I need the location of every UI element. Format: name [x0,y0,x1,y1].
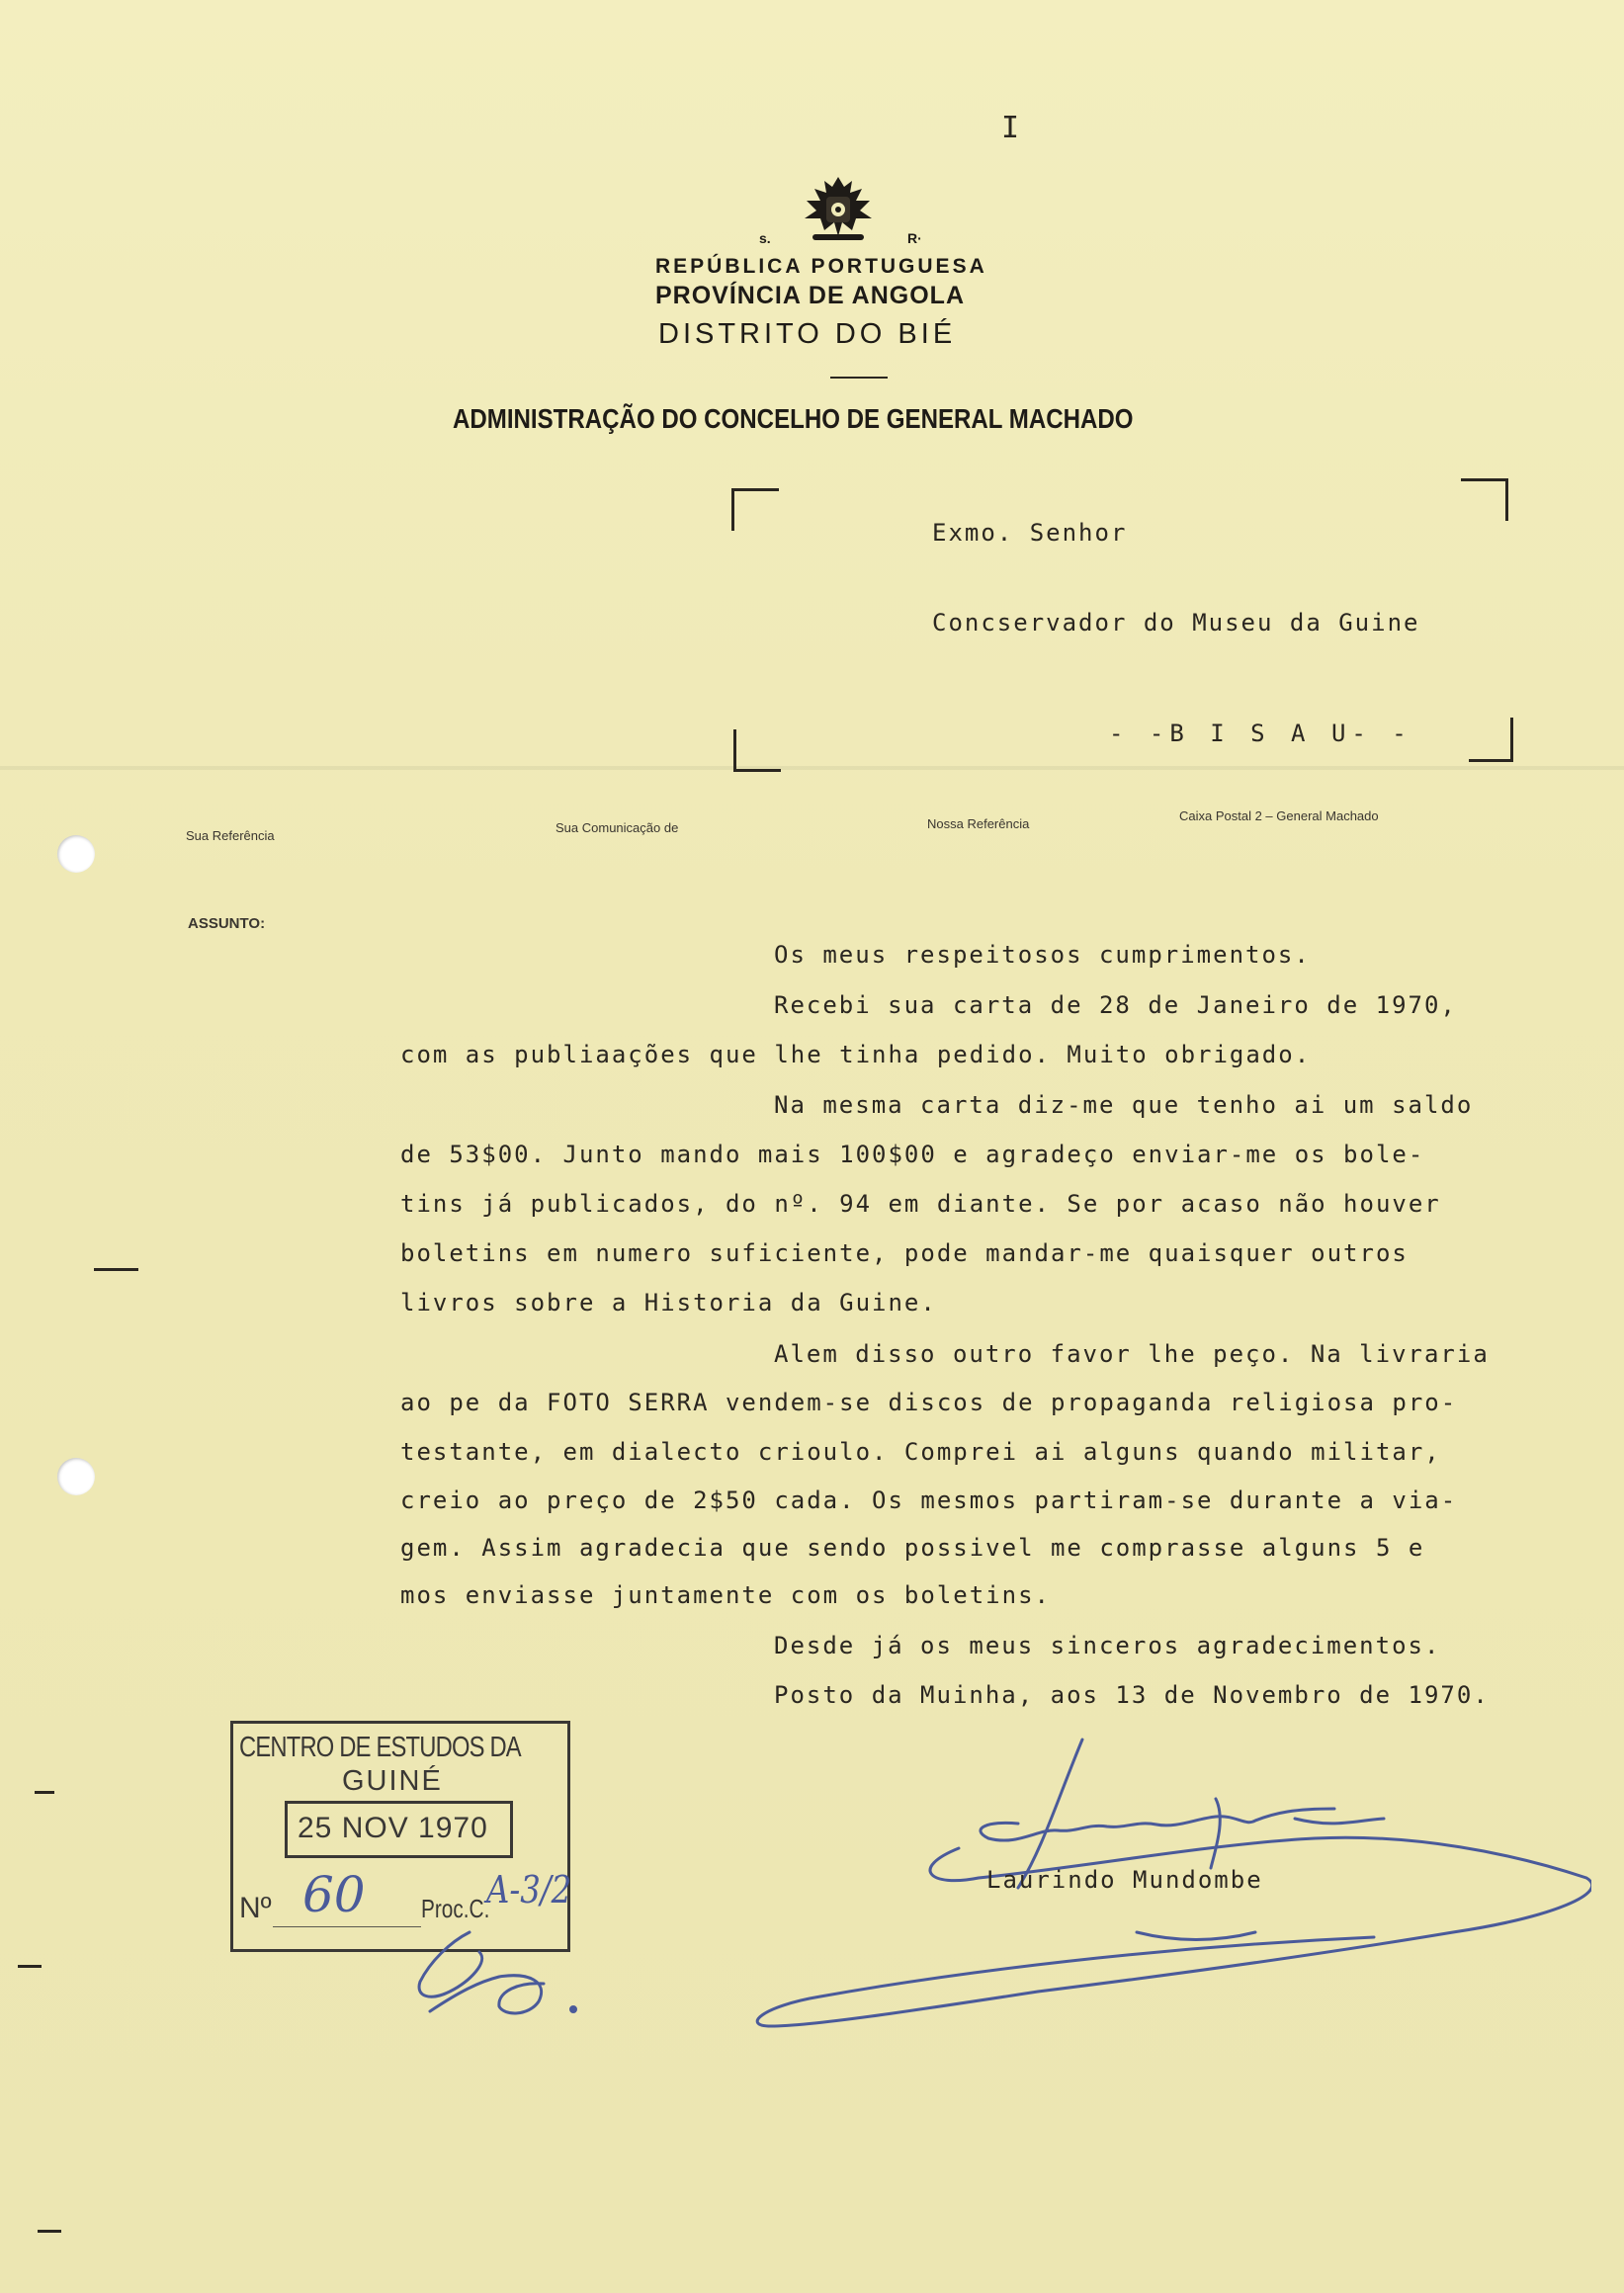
body-line-16: Posto da Muinha, aos 13 de Novembro de 1970. [774,1681,1490,1709]
body-line-4: Na mesma carta diz-me que tenho ai um saldo [774,1091,1474,1119]
punch-hole-top [57,835,95,873]
margin-mark-1 [35,1791,54,1794]
body-line-13: gem. Assim agradecia que sendo possivel me comprasse alguns 5 e [400,1534,1425,1562]
fold-crease [0,766,1624,770]
body-line-7: boletins em numero suficiente, pode mandar-me quaisquer outros [400,1239,1409,1267]
addressee-city: - -B I S A U- - [1109,720,1412,747]
signatory-name: Laurindo Mundombe [986,1866,1263,1894]
addressee-salutation: Exmo. Senhor [932,519,1128,547]
address-corner-top-left [731,488,779,531]
body-line-5: de 53$00. Junto mando mais 100$00 e agradeço enviar-me os bole- [400,1141,1425,1168]
body-line-10: ao pe da FOTO SERRA vendem-se discos de propaganda religiosa pro- [400,1389,1458,1416]
administration-title: ADMINISTRAÇÃO DO CONCELHO DE GENERAL MACHADO [453,403,1134,434]
punch-hole-bottom [57,1458,95,1495]
body-line-11: testante, em dialecto crioulo. Comprei ai alguns quando militar, [400,1438,1441,1466]
address-corner-top-right [1461,478,1508,521]
initials-right: R· [907,230,922,246]
handwritten-initials-icon [410,1922,588,2021]
coat-of-arms-icon [791,173,886,246]
assunto-label: ASSUNTO: [188,915,266,932]
addressee-title: Concservador do Museu da Guine [932,609,1420,637]
district-line: DISTRITO DO BIÉ [658,318,957,350]
archive-stamp [230,1721,570,1952]
stamp-number-label: Nº [239,1892,272,1924]
label-nossa-referencia: Nossa Referência [927,816,1030,831]
stamp-title-line1: CENTRO DE ESTUDOS DA [239,1732,521,1763]
margin-mark-3 [38,2230,61,2233]
province-line: PROVÍNCIA DE ANGOLA [655,282,965,309]
stamp-proc-label: Proc.C. [421,1894,490,1923]
margin-mark-4 [94,1268,138,1271]
republic-line: REPÚBLICA PORTUGUESA [655,255,987,278]
stamp-handwritten-number: 60 [302,1866,366,1923]
address-corner-bottom-right [1469,718,1513,762]
label-sua-comunicacao: Sua Comunicação de [556,820,679,835]
stamp-date-box [285,1801,513,1858]
body-line-9: Alem disso outro favor lhe peço. Na livraria [774,1340,1490,1368]
body-line-1: Os meus respeitosos cumprimentos. [774,941,1311,969]
stamp-handwritten-proc: A-3/2 [486,1868,572,1911]
stamp-date: 25 NOV 1970 [298,1812,488,1844]
page-mark: I [1001,111,1022,145]
body-line-15: Desde já os meus sinceros agradecimentos. [774,1632,1441,1659]
margin-mark-2 [18,1965,42,1968]
body-line-2: Recebi sua carta de 28 de Janeiro de 1970, [774,991,1457,1019]
body-line-14: mos enviasse juntamente com os boletins. [400,1581,1051,1609]
address-corner-bottom-left [733,729,781,772]
label-sua-referencia: Sua Referência [186,828,275,843]
initials-left: s. [759,230,771,246]
body-line-3: com as publiaações que lhe tinha pedido. Muito obrigado. [400,1041,1312,1068]
body-line-12: creio ao preço de 2$50 cada. Os mesmos partiram-se durante a via- [400,1486,1458,1514]
stamp-title-line2: GUINÉ [342,1765,443,1797]
body-line-8: livros sobre a Historia da Guine. [400,1289,937,1316]
label-caixa-postal: Caixa Postal 2 – General Machado [1179,808,1379,823]
stamp-number-dotted-line [273,1926,421,1927]
body-line-6: tins já publicados, do nº. 94 em diante. Se por acaso não houver [400,1190,1441,1218]
header-divider [830,377,888,379]
